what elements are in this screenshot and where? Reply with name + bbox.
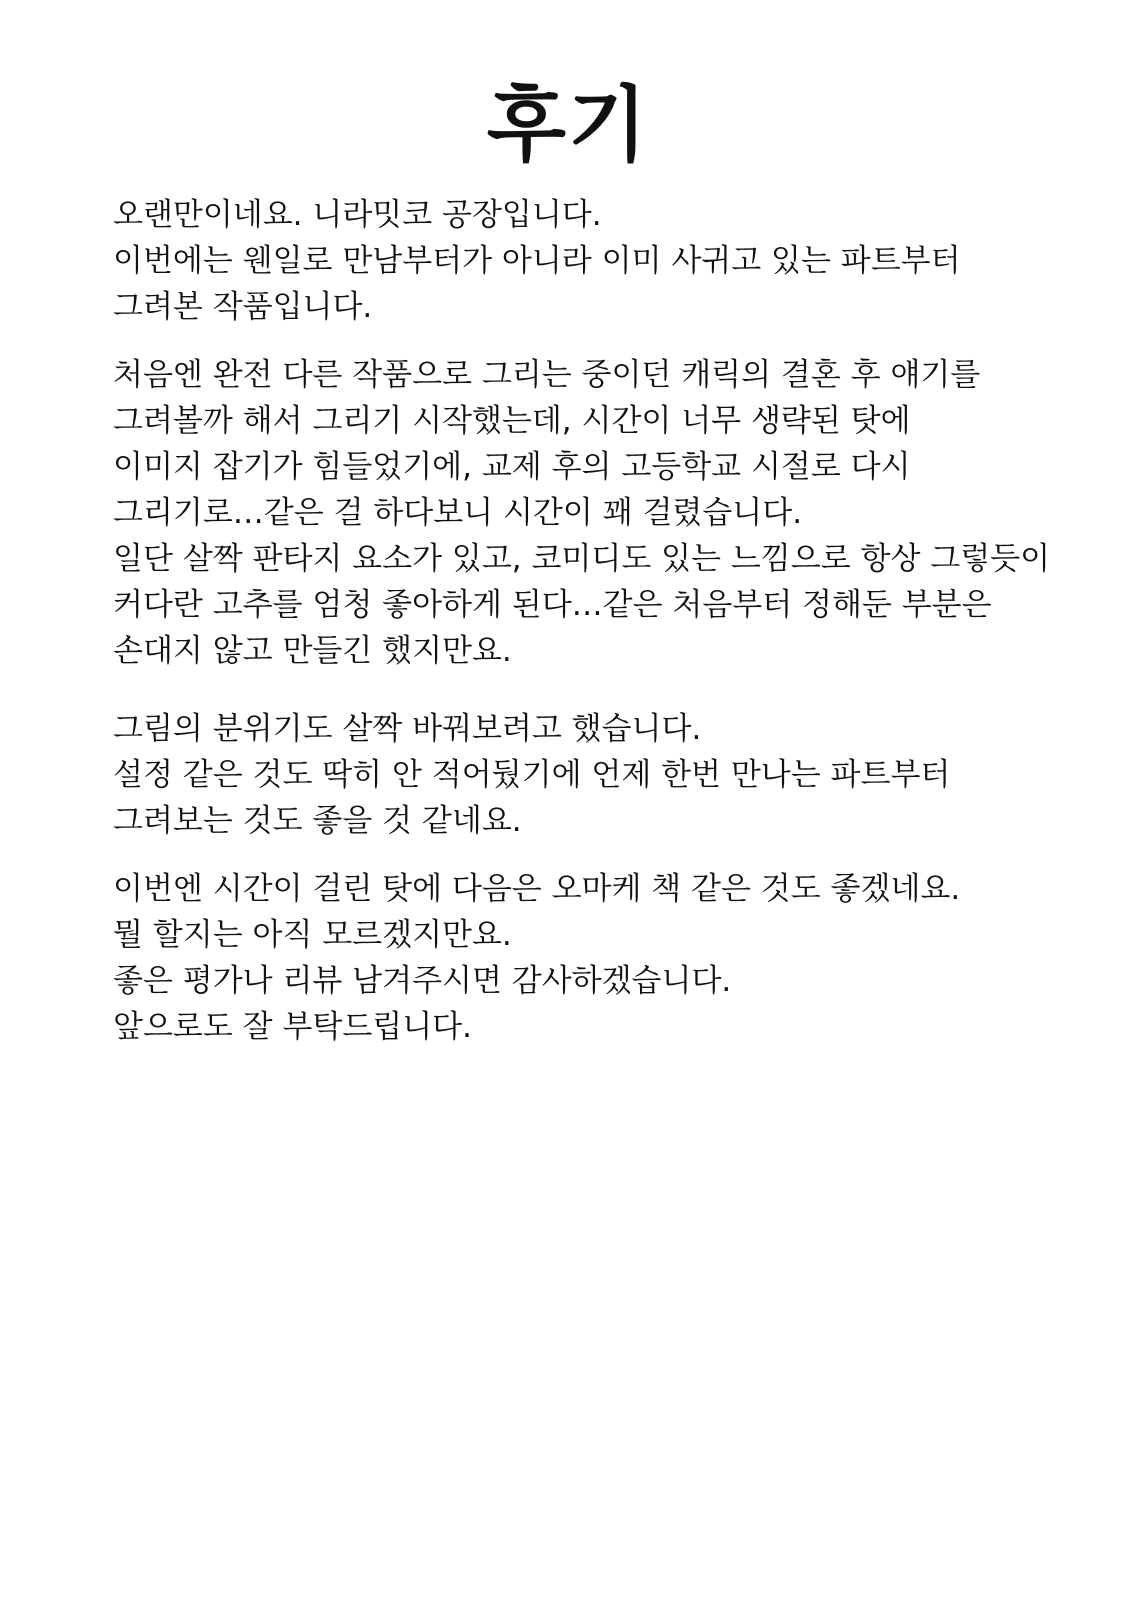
paragraph-1 (113, 192, 1053, 330)
text-line: 이번에는 웬일로 만남부터가 아니라 이미 사귀고 있는 파트부터 (113, 243, 961, 279)
text-line: 커다란 고추를 엄청 좋아하게 된다…같은 처음부터 정해둔 부분은 (113, 587, 992, 623)
text-line: 이번엔 시간이 걸린 탓에 다음은 오마케 책 같은 것도 좋겠네요. (113, 871, 961, 907)
text-line: 오랜만이네요. 니라밋코 공장입니다. (113, 197, 602, 233)
text-line: 그려볼까 해서 그리기 시작했는데, 시간이 너무 생략된 탓에 (113, 403, 911, 439)
text-line: 뭘 할지는 아직 모르겠지만요. (113, 917, 512, 953)
text-line: 앞으로도 잘 부탁드립니다. (113, 1009, 472, 1045)
text-line: 그려본 작품입니다. (113, 289, 373, 325)
text-line: 좋은 평가나 리뷰 남겨주시면 감사하겠습니다. (113, 963, 732, 999)
page-title: 후기 (486, 78, 650, 173)
text-line: 손대지 않고 만들긴 했지만요. (113, 633, 512, 669)
afterword-body (113, 192, 1053, 1050)
text-line: 그리기로…같은 걸 하다보니 시간이 꽤 걸렸습니다. (113, 495, 803, 531)
text-line: 설정 같은 것도 딱히 안 적어뒀기에 언제 한번 만나는 파트부터 (113, 757, 951, 793)
text-line: 일단 살짝 판타지 요소가 있고, 코미디도 있는 느낌으로 항상 그렇듯이 (113, 541, 1051, 577)
paragraph-2 (113, 352, 1053, 674)
paragraph-4 (113, 866, 1053, 1050)
paragraph-3 (113, 706, 1053, 844)
text-line: 그려보는 것도 좋을 것 같네요. (113, 803, 522, 839)
text-line: 처음엔 완전 다른 작품으로 그리는 중이던 캐릭의 결혼 후 얘기를 (113, 357, 981, 393)
text-line: 그림의 분위기도 살짝 바꿔보려고 했습니다. (113, 711, 702, 747)
text-line: 이미지 잡기가 힘들었기에, 교제 후의 고등학교 시절로 다시 (113, 449, 911, 485)
